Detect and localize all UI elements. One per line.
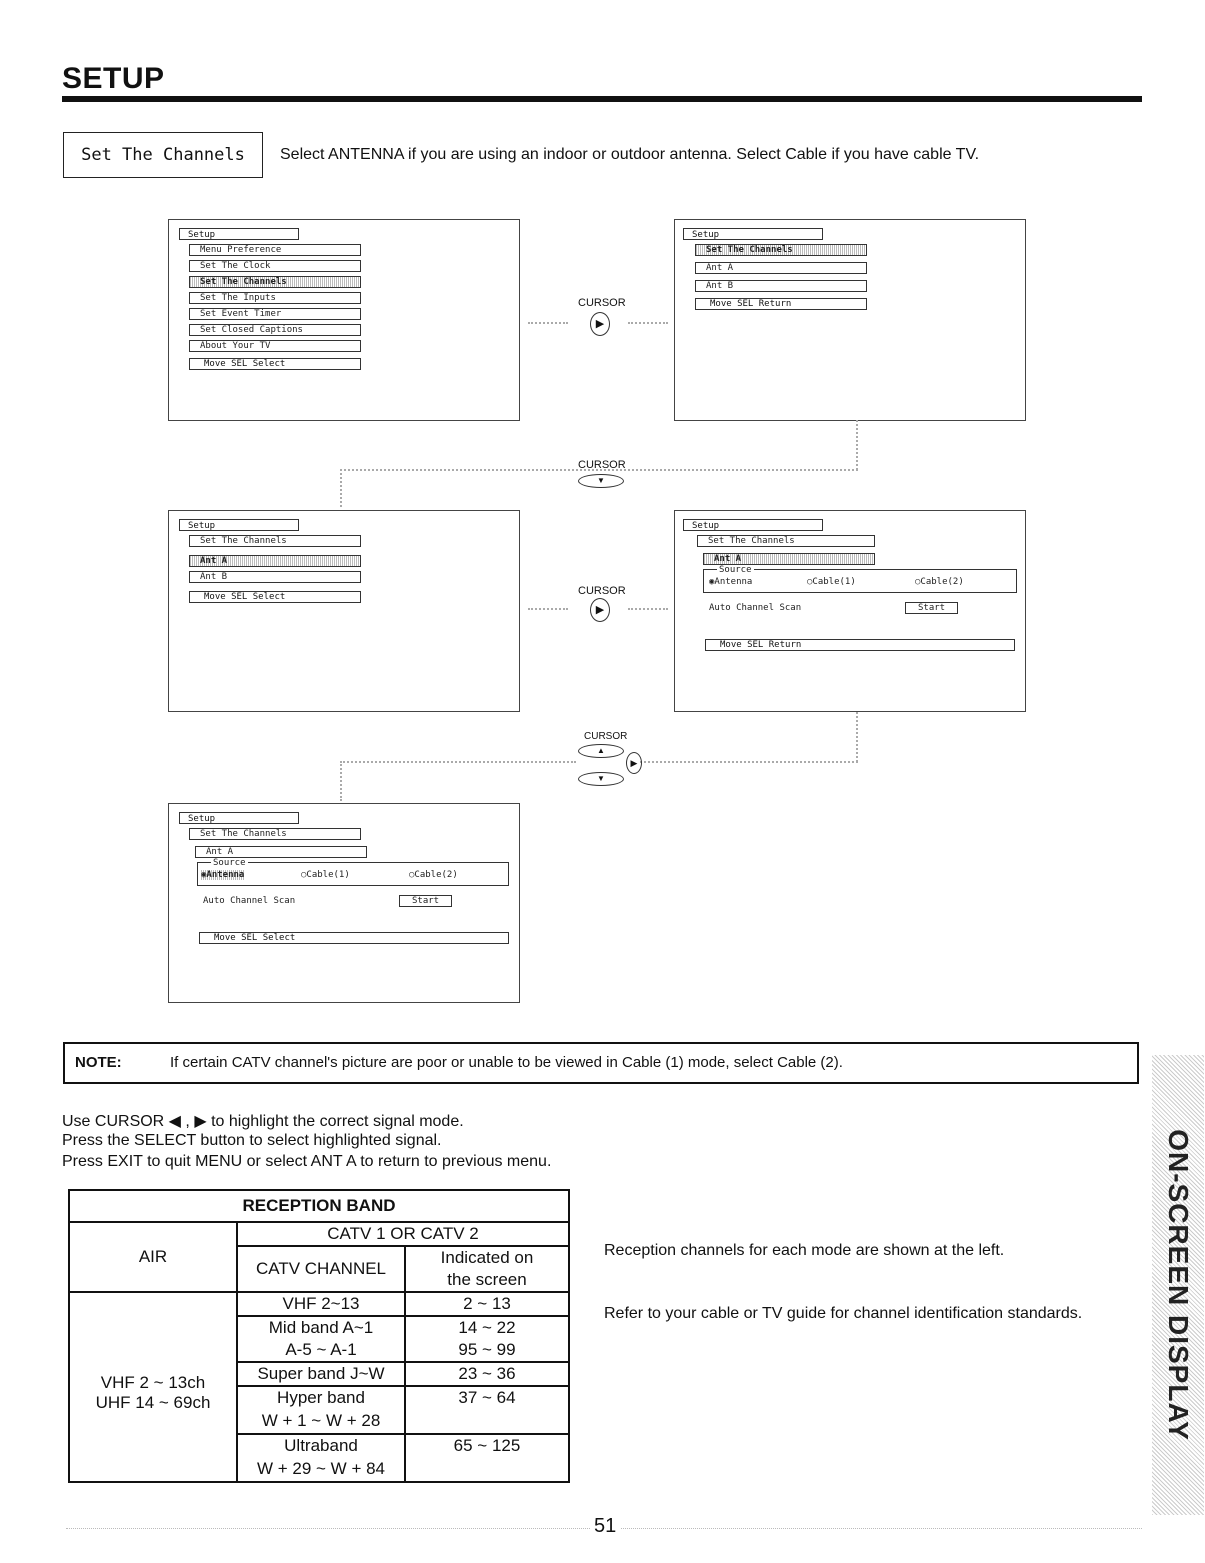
menu-title: Setup (683, 228, 823, 240)
menu-title: Setup (683, 519, 823, 531)
menu-title: Setup (179, 228, 299, 240)
ant-a[interactable]: Ant A (195, 846, 367, 858)
screen-set-channels (674, 219, 1026, 421)
page-title: SETUP (62, 62, 165, 95)
cursor-down-icon: ▼ (578, 772, 624, 786)
instruction-line: Press EXIT to quit MENU or select ANT A to return to previous menu. (62, 1153, 552, 1170)
menu-hint: Move SEL Return (705, 639, 1015, 651)
cursor-up-icon: ▲ (578, 744, 624, 758)
menu-item[interactable]: Ant B (695, 280, 867, 292)
option-cable-1[interactable]: ○Cable(1) (807, 577, 856, 587)
indicated-cell: 14 ~ 22 (405, 1316, 569, 1339)
catv-cell: W + 1 ~ W + 28 (237, 1409, 405, 1434)
menu-item-highlighted[interactable]: Set The Channels (189, 276, 361, 288)
start-button[interactable]: Start (905, 602, 958, 614)
table-header: RECEPTION BAND (69, 1190, 569, 1222)
catv-cell: A-5 ~ A-1 (237, 1339, 405, 1362)
instruction-line: Use CURSOR ◀ , ▶ to highlight the correct signal mode. (62, 1113, 464, 1130)
option-cable-2[interactable]: ○Cable(2) (409, 870, 458, 880)
menu-hint: Move SEL Select (199, 932, 509, 944)
option-antenna-highlighted[interactable]: ◉Antenna (201, 870, 245, 880)
connector-line (856, 420, 858, 470)
screen-ant-select (168, 510, 520, 712)
menu-item[interactable]: Set Event Timer (189, 308, 361, 320)
menu-item[interactable]: Set The Inputs (189, 292, 361, 304)
indicated-cell: 23 ~ 36 (405, 1362, 569, 1386)
air-uhf: UHF 14 ~ 69ch (95, 1393, 211, 1412)
submenu-title: Set The Channels (697, 535, 875, 547)
menu-item[interactable]: Set The Clock (189, 260, 361, 272)
menu-item[interactable]: About Your TV (189, 340, 361, 352)
menu-title: Setup (179, 812, 299, 824)
col-indicated: Indicated on (405, 1246, 569, 1269)
col-air: AIR (69, 1222, 237, 1292)
side-text-refer: Refer to your cable or TV guide for channel identification standards. (604, 1305, 1083, 1322)
side-tab-label: ON-SCREEN DISPLAY (1163, 1129, 1194, 1441)
indicated-cell: 65 ~ 125 (405, 1434, 569, 1457)
start-button[interactable]: Start (399, 895, 452, 907)
cursor-label: CURSOR (578, 585, 626, 597)
col-catv: CATV CHANNEL (237, 1246, 405, 1292)
indicated-cell: 2 ~ 13 (405, 1292, 569, 1316)
menu-item[interactable]: Set Closed Captions (189, 324, 361, 336)
instruction-line: Press the SELECT button to select highlighted signal. (62, 1132, 442, 1149)
ant-a-highlighted[interactable]: Ant A (703, 553, 875, 565)
cursor-right-icon: ▶ (590, 598, 610, 622)
side-text-reception: Reception channels for each mode are shown at the left. (604, 1242, 1005, 1259)
arrow-right (628, 322, 668, 324)
catv-cell: VHF 2~13 (237, 1292, 405, 1316)
menu-item[interactable]: Ant A (695, 262, 867, 274)
menu-hint: Move SEL Select (189, 591, 361, 603)
page-number: 51 (590, 1515, 620, 1538)
connector-line (640, 761, 858, 763)
air-bands (69, 1292, 237, 1482)
submenu-title: Set The Channels (189, 828, 361, 840)
menu-hint: Move SEL Select (189, 358, 361, 370)
side-tab (1152, 1055, 1204, 1515)
cursor-label: CURSOR (578, 459, 626, 471)
reception-band-table (68, 1189, 570, 1483)
option-cable-1[interactable]: ○Cable(1) (301, 870, 350, 880)
catv-cell: Mid band A~1 (237, 1316, 405, 1339)
col-indicated: the screen (405, 1269, 569, 1292)
submenu-title: Set The Channels (189, 535, 361, 547)
menu-title: Setup (179, 519, 299, 531)
cursor-right-icon: ▶ (626, 752, 642, 774)
catv-cell: Hyper band (237, 1386, 405, 1409)
menu-item[interactable]: Ant B (189, 571, 361, 583)
auto-scan-label: Auto Channel Scan (709, 603, 802, 613)
section-intro: Select ANTENNA if you are using an indoor or outdoor antenna. Select Cable if you have cable TV. (280, 146, 980, 163)
screen-setup-menu (168, 219, 520, 421)
indicated-cell: 37 ~ 64 (405, 1386, 569, 1409)
menu-hint: Move SEL Return (695, 298, 867, 310)
catv-cell: W + 29 ~ W + 84 (237, 1457, 405, 1482)
arrow-right (628, 608, 668, 610)
arrow-right (528, 322, 568, 324)
cursor-down-icon: ▼ (578, 474, 624, 488)
screen-source-select (168, 803, 520, 1003)
section-label: Set The Channels (63, 132, 263, 178)
option-cable-2[interactable]: ○Cable(2) (915, 577, 964, 587)
connector-line (340, 761, 342, 801)
option-antenna[interactable]: ◉Antenna (709, 577, 753, 587)
indicated-cell (405, 1457, 569, 1482)
source-label: Source (719, 565, 752, 575)
cursor-label: CURSOR (578, 297, 626, 309)
air-vhf: VHF 2 ~ 13ch (100, 1373, 206, 1392)
auto-scan-label: Auto Channel Scan (203, 896, 296, 906)
note-box (63, 1042, 1139, 1084)
menu-item[interactable]: Menu Preference (189, 244, 361, 256)
catv-header: CATV 1 OR CATV 2 (237, 1222, 569, 1246)
indicated-cell (405, 1409, 569, 1434)
catv-cell: Super band J~W (237, 1362, 405, 1386)
title-rule (62, 96, 1142, 102)
menu-item-highlighted[interactable]: Ant A (189, 555, 361, 567)
indicated-cell: 95 ~ 99 (405, 1339, 569, 1362)
cursor-right-icon: ▶ (590, 312, 610, 336)
screen-source-antenna (674, 510, 1026, 712)
connector-line (856, 712, 858, 762)
connector-line (340, 469, 342, 507)
note-text: If certain CATV channel's picture are poor or unable to be viewed in Cable (1) mode, select Cable (2). (170, 1054, 843, 1071)
note-label: NOTE: (75, 1054, 122, 1071)
cursor-label: CURSOR (584, 731, 628, 742)
source-label: Source (213, 858, 246, 868)
catv-cell: Ultraband (237, 1434, 405, 1457)
menu-item-highlighted[interactable]: Set The Channels (695, 244, 867, 256)
arrow-right (528, 608, 568, 610)
connector-line (340, 761, 576, 763)
